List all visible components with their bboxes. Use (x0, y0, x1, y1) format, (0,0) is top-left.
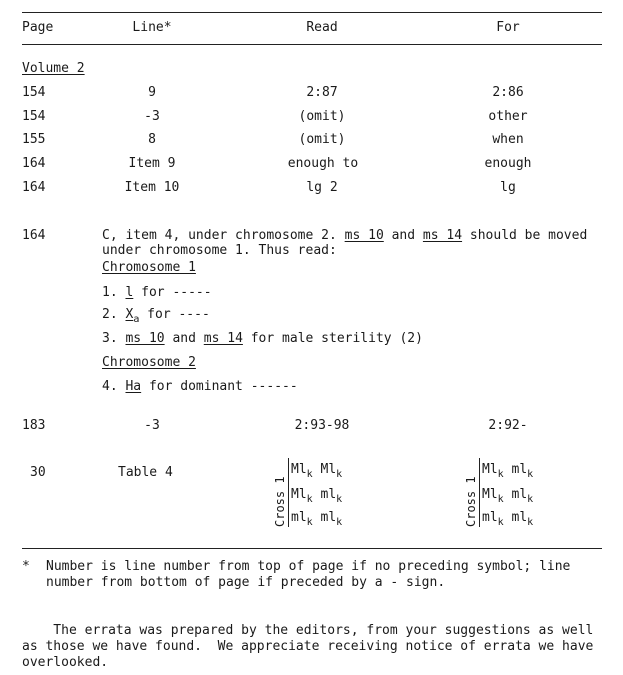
row-read: 2:87 (306, 85, 338, 100)
row-read: enough to (287, 156, 359, 171)
cross-row (482, 487, 533, 504)
allele: ml (320, 487, 337, 502)
row-for: when (492, 132, 524, 147)
header-for: For (496, 20, 520, 35)
allele: ml (320, 510, 337, 525)
note-text: should be moved (462, 228, 588, 243)
bracket-line (479, 458, 480, 527)
gene-ms14: ms 14 (203, 331, 243, 346)
row-for: lg (500, 180, 516, 195)
row-page: 164 (22, 156, 46, 171)
note-line-2: under chromosome 1. Thus read: (102, 243, 337, 258)
item-text: for male sterility (2) (242, 331, 423, 346)
volume-label: Volume 2 (22, 61, 85, 76)
allele-subscript: k (527, 494, 534, 505)
allele: ml (291, 510, 307, 525)
row-for: enough (484, 156, 532, 171)
gene-letter: X (125, 307, 134, 322)
item-text: for ----- (133, 285, 212, 300)
closing-line-1: The errata was prepared by the editors, from your suggestions as well (22, 623, 594, 638)
row-page: 154 (22, 109, 46, 124)
cross-label: Cross 1 (464, 476, 478, 527)
gene-symbol: l (125, 285, 134, 300)
allele-subscript: k (306, 469, 313, 480)
cross-row (291, 510, 342, 527)
item-number: 3. (102, 331, 126, 346)
gene-ms14: ms 14 (422, 228, 463, 243)
allele: Ml (320, 462, 337, 477)
cross-row (482, 510, 533, 527)
gene-symbol: Ha (125, 379, 142, 394)
row-for: other (488, 109, 528, 124)
row-read: lg 2 (306, 180, 338, 195)
note-line-1 (102, 228, 587, 244)
row-line: -3 (144, 109, 160, 124)
row-line: Item 10 (124, 180, 180, 195)
row-page: 164 (22, 180, 46, 195)
note-text: and (383, 228, 423, 243)
row-for: 2:86 (492, 85, 524, 100)
closing-line-2: as those we have found. We appreciate receiving notice of errata we have (22, 639, 594, 654)
row-page: 154 (22, 85, 46, 100)
allele-subscript: k (336, 517, 343, 528)
item-number: 1. (102, 285, 126, 300)
row-read: (omit) (298, 132, 346, 147)
row-line: Item 9 (128, 156, 176, 171)
allele: Ml (482, 487, 498, 502)
row-read: 2:93-98 (294, 418, 350, 433)
row-page: 183 (22, 418, 46, 433)
row-line: -3 (144, 418, 160, 433)
list-item (102, 379, 298, 395)
cross-label: Cross 1 (273, 476, 287, 527)
header-read: Read (306, 20, 338, 35)
allele: ml (511, 510, 528, 525)
allele: Ml (482, 462, 498, 477)
gene-ms10: ms 10 (125, 331, 165, 346)
gene-subscript: a (133, 314, 140, 325)
item-text: and (164, 331, 204, 346)
item-text: for ---- (139, 307, 210, 322)
cross-row (482, 462, 533, 479)
top-rule (22, 12, 602, 13)
list-item (102, 307, 210, 324)
allele-subscript: k (306, 494, 313, 505)
footnote-line-1: Number is line number from top of page if no preceding symbol; line (46, 559, 571, 574)
header-page: Page (22, 20, 54, 35)
allele-subscript: k (497, 469, 504, 480)
allele: ml (511, 462, 528, 477)
list-item (102, 331, 423, 347)
footnote-line-2: number from bottom of page if preceded by a - sign. (46, 575, 446, 590)
allele-subscript: k (497, 517, 504, 528)
row-page: 30 (30, 465, 46, 480)
cross-row (291, 487, 342, 504)
row-line: 8 (148, 132, 156, 147)
note-page: 164 (22, 228, 46, 243)
note-text: C, item 4, under chromosome 2. (102, 228, 345, 243)
header-line: Line* (132, 20, 172, 35)
closing-line-3: overlooked. (22, 655, 109, 670)
row-for: 2:92- (488, 418, 528, 433)
gene-ms10: ms 10 (344, 228, 384, 243)
allele-subscript: k (336, 469, 343, 480)
allele: ml (511, 487, 528, 502)
cross-row (291, 462, 342, 479)
allele: Ml (291, 462, 307, 477)
allele-subscript: k (527, 469, 534, 480)
allele: Ml (291, 487, 307, 502)
header-rule (22, 44, 602, 45)
chromosome-2-heading: Chromosome 2 (102, 355, 196, 370)
row-read: (omit) (298, 109, 346, 124)
row-line: 9 (148, 85, 156, 100)
row-page: 155 (22, 132, 46, 147)
item-text: for dominant ------ (141, 379, 298, 394)
bracket-line (288, 458, 289, 527)
row-line: Table 4 (118, 465, 173, 480)
allele-subscript: k (306, 517, 313, 528)
bottom-rule (22, 548, 602, 549)
footnote-star: * (22, 559, 30, 574)
allele-subscript: k (497, 494, 504, 505)
allele: ml (482, 510, 498, 525)
chromosome-1-heading: Chromosome 1 (102, 260, 196, 275)
allele-subscript: k (527, 517, 534, 528)
item-number: 4. (102, 379, 126, 394)
item-number: 2. (102, 307, 126, 322)
gene-symbol (125, 307, 140, 325)
allele-subscript: k (336, 494, 343, 505)
list-item (102, 285, 212, 301)
